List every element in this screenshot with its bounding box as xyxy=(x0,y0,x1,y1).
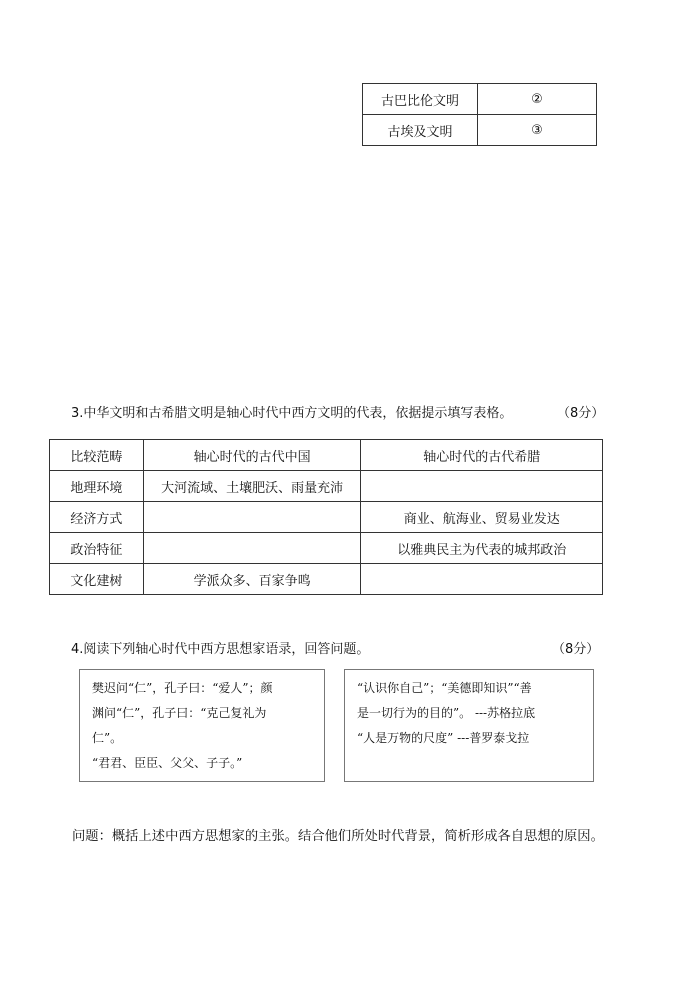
table-cell: 文化建树 xyxy=(50,564,144,595)
table-cell: 学派众多、百家争鸣 xyxy=(143,564,361,595)
quote-line: 仁”。 xyxy=(92,731,123,745)
table-row xyxy=(363,115,597,146)
quote-line: “认识你自己”；“美德即知识”“善 xyxy=(357,681,532,695)
eastern-quote-box xyxy=(79,669,325,782)
table-row xyxy=(50,502,603,533)
table-cell: 经济方式 xyxy=(50,502,144,533)
question-3-score: （8分） xyxy=(557,406,605,421)
table-cell[interactable] xyxy=(143,502,361,533)
question-4-score: （8分） xyxy=(552,642,600,657)
table-row xyxy=(50,471,603,502)
table-header-cell: 比较范畴 xyxy=(50,440,144,471)
comparison-table xyxy=(49,439,603,595)
table-cell: 大河流域、土壤肥沃、雨量充沛 xyxy=(143,471,361,502)
question-3-text: 3.中华文明和古希腊文明是轴心时代中西方文明的代表，依据提示填写表格。 xyxy=(71,406,513,421)
table-row xyxy=(50,564,603,595)
table-cell: 以雅典民主为代表的城邦政治 xyxy=(361,533,603,564)
table-cell[interactable] xyxy=(361,564,603,595)
quote-line: 樊迟问“仁”，孔子曰：“爱人”；颜 xyxy=(92,681,273,695)
table-cell: 古埃及文明 xyxy=(363,115,478,146)
top-partial-table xyxy=(362,83,597,146)
table-cell: 政治特征 xyxy=(50,533,144,564)
table-cell: ② xyxy=(478,84,597,115)
table-header-row xyxy=(50,440,603,471)
question-4-prompt: 问题：概括上述中西方思想家的主张。结合他们所处时代背景，简析形成各自思想的原因。 xyxy=(72,829,604,844)
quote-line: 是一切行为的目的”。 ---苏格拉底 xyxy=(357,706,536,720)
quote-line: 渊问“仁”，孔子曰：“克己复礼为 xyxy=(92,706,267,720)
quote-line: “君君、臣臣、父父、子子。” xyxy=(92,756,243,770)
table-cell: 古巴比伦文明 xyxy=(363,84,478,115)
table-row xyxy=(363,84,597,115)
western-quote-box xyxy=(344,669,594,782)
table-cell: 地理环境 xyxy=(50,471,144,502)
table-cell[interactable] xyxy=(361,471,603,502)
table-row xyxy=(50,533,603,564)
table-header-cell: 轴心时代的古代希腊 xyxy=(361,440,603,471)
table-cell: 商业、航海业、贸易业发达 xyxy=(361,502,603,533)
table-cell: ③ xyxy=(478,115,597,146)
table-header-cell: 轴心时代的古代中国 xyxy=(143,440,361,471)
quote-line: “人是万物的尺度” ---普罗泰戈拉 xyxy=(357,731,530,745)
question-4-text: 4.阅读下列轴心时代中西方思想家语录，回答问题。 xyxy=(71,642,370,657)
table-cell[interactable] xyxy=(143,533,361,564)
